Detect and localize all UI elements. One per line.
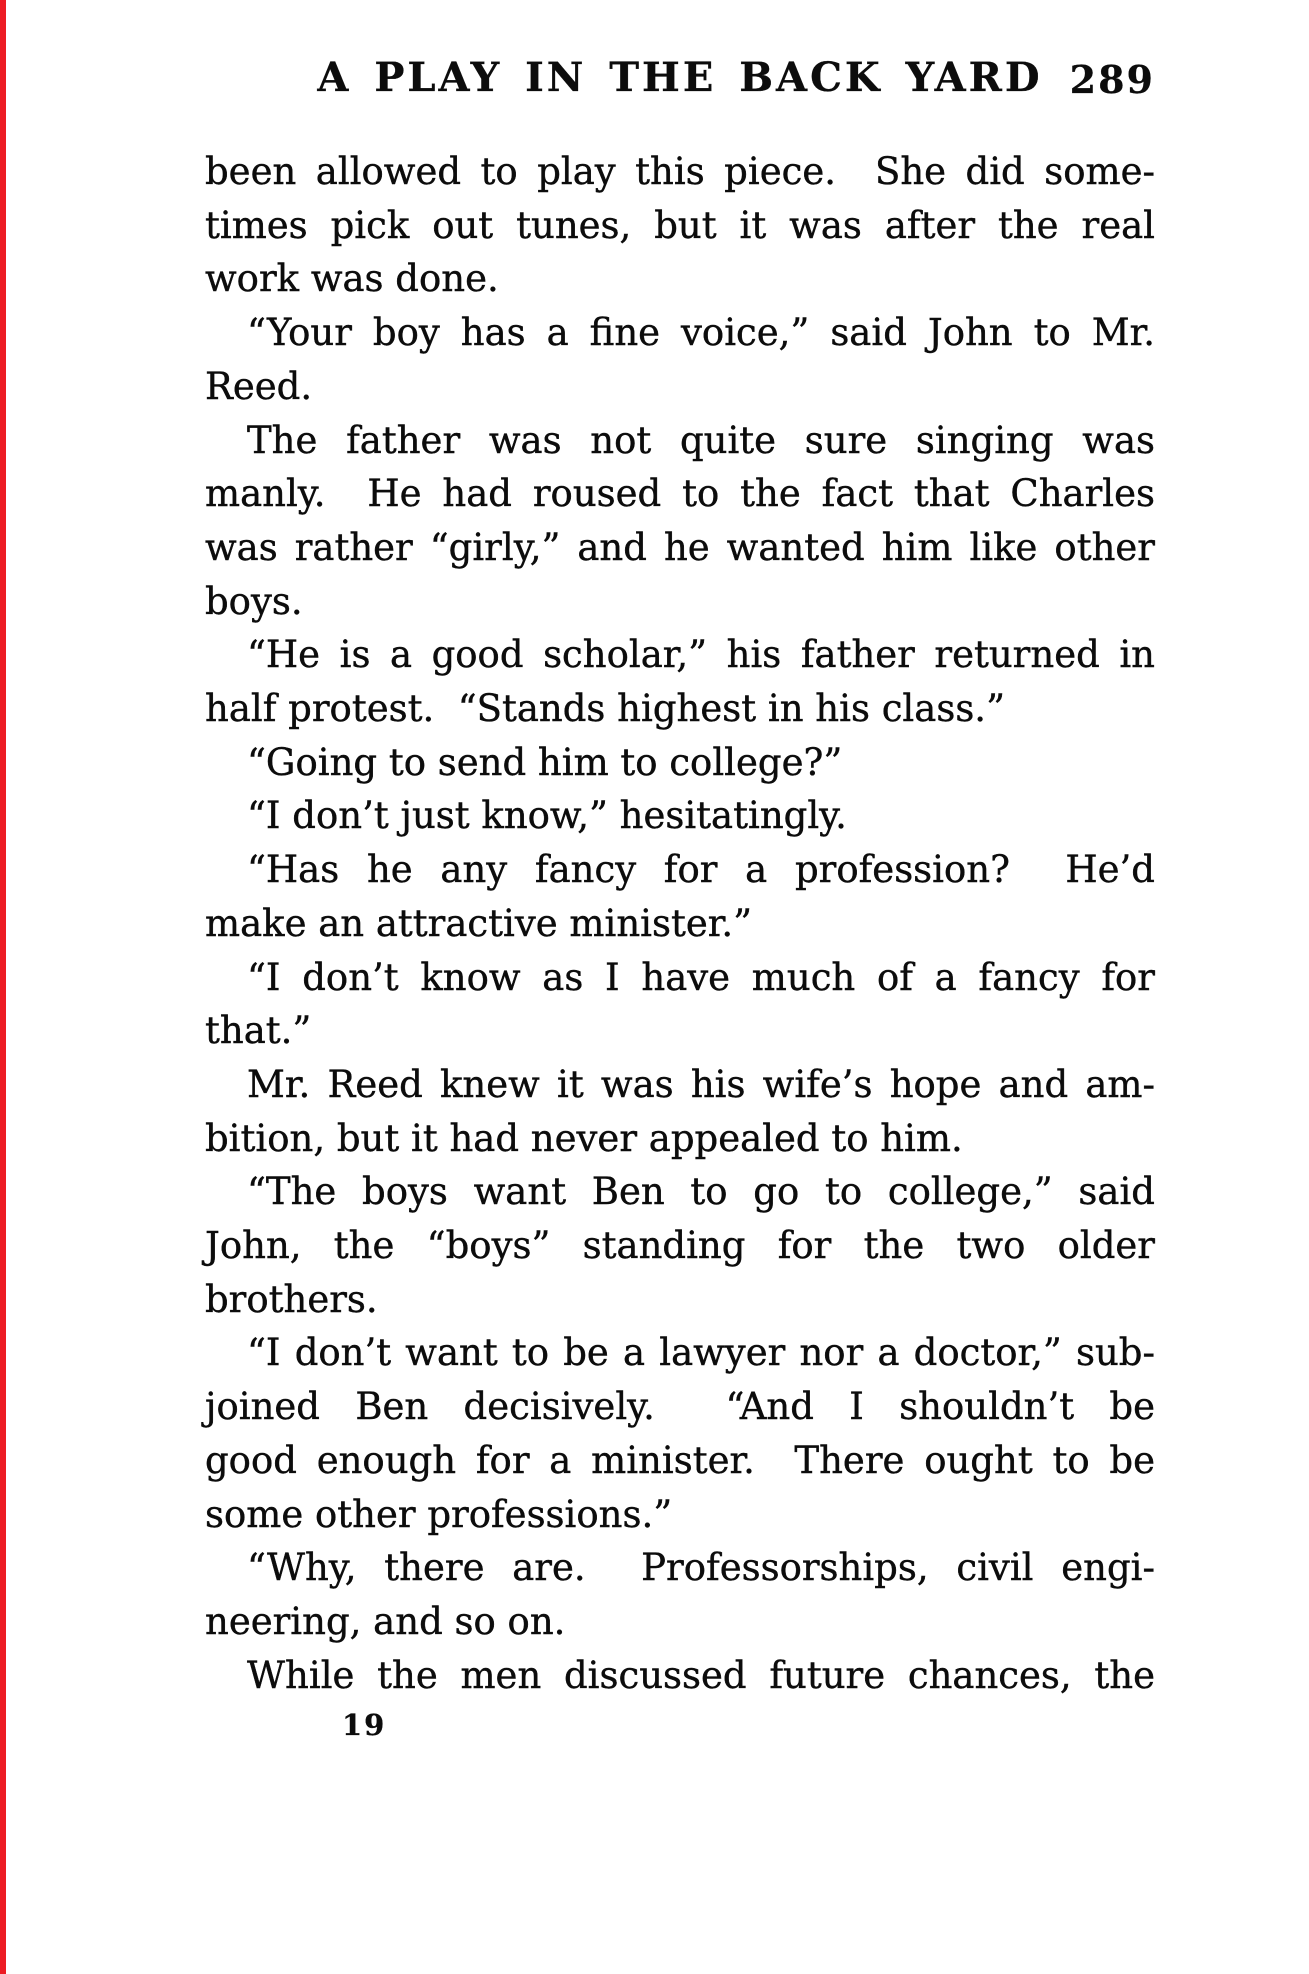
running-head-title: A PLAY IN THE BACK YARD <box>317 54 1043 101</box>
text-line: some other professions.” <box>205 1492 673 1536</box>
text-line: John, the “boys” standing for the two older <box>205 1224 1155 1268</box>
text-line: good enough for a minister. There ought to be <box>205 1438 1155 1482</box>
text-line: make an attractive minister.” <box>205 901 753 945</box>
text-line: times pick out tunes, but it was after the real <box>205 203 1155 247</box>
text-line: joined Ben decisively. “And I shouldn’t be <box>205 1385 1155 1429</box>
text-line: “He is a good scholar,” his father returned in <box>247 633 1155 677</box>
text-line: “I don’t want to be a lawyer nor a doctor,” sub- <box>247 1331 1155 1375</box>
text-line: “Your boy has a fine voice,” said John to Mr. <box>247 311 1155 355</box>
text-line: Mr. Reed knew it was his wife’s hope and am- <box>247 1062 1155 1106</box>
text-line: was rather “girly,” and he wanted him like other <box>205 525 1155 569</box>
text-line: work was done. <box>205 257 499 301</box>
text-line: half protest. “Stands highest in his class.” <box>205 687 1005 731</box>
text-line: The father was not quite sure singing was <box>247 418 1155 462</box>
page-header <box>205 56 1155 102</box>
text-line: neering, and so on. <box>205 1599 566 1643</box>
text-line: “The boys want Ben to go to college,” said <box>247 1170 1155 1214</box>
body-text <box>205 145 1155 1702</box>
text-line: Reed. <box>205 364 313 408</box>
page-number: 289 <box>1069 57 1155 102</box>
text-line: boys. <box>205 579 303 623</box>
text-line: “Has he any fancy for a profession? He’d <box>247 848 1155 892</box>
text-line: While the men discussed future chances, the <box>247 1653 1155 1697</box>
scan-edge-artifact <box>0 0 6 1974</box>
text-line: “Going to send him to college?” <box>247 740 843 784</box>
text-line: “I don’t just know,” hesitatingly. <box>247 794 847 838</box>
text-line: that.” <box>205 1009 312 1053</box>
text-line: manly. He had roused to the fact that Charles <box>205 472 1155 516</box>
text-line: “I don’t know as I have much of a fancy for <box>247 955 1155 999</box>
text-line: brothers. <box>205 1277 378 1321</box>
text-column <box>205 0 1155 1974</box>
text-line: “Why, there are. Professorships, civil engi- <box>247 1546 1155 1590</box>
text-line: been allowed to play this piece. She did some- <box>205 150 1155 193</box>
signature-mark: 19 <box>342 1708 387 1742</box>
text-line: bition, but it had never appealed to him. <box>205 1116 963 1160</box>
